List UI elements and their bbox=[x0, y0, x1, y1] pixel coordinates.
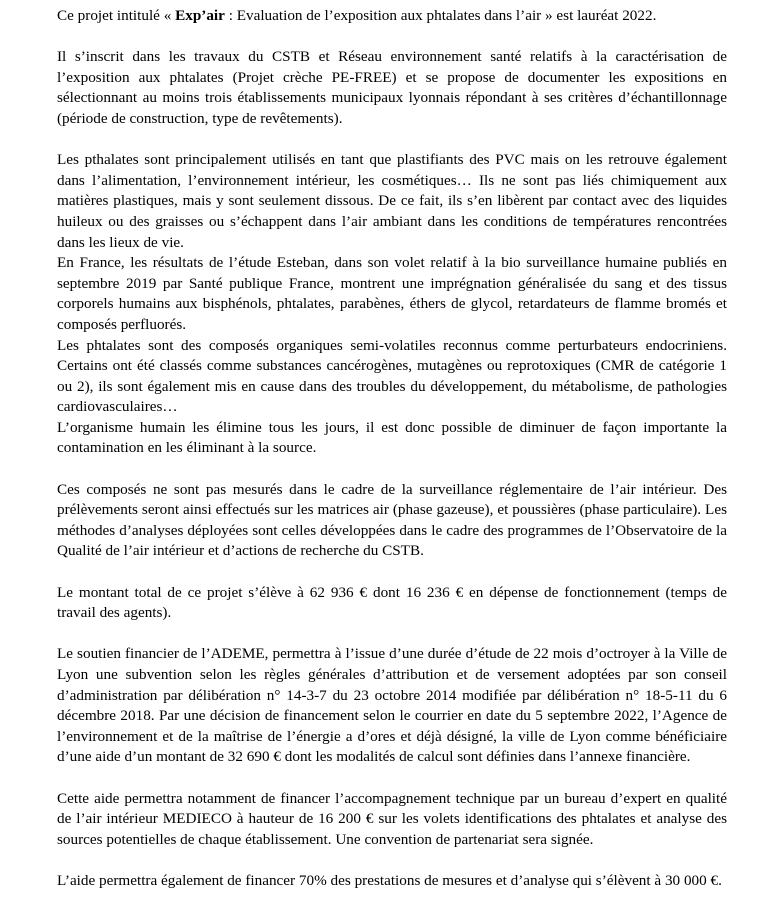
paragraph-endocrine-disruptors: Les phtalates sont des composés organiques semi-volatiles reconnus comme perturbateurs endocriniens. Certains ont été classés comme substances cancérogènes, mutagènes ou reprotoxiques (CMR de catégorie 1 ou 2), ils sont également mis en cause dans des troubles du développement, du métabolisme, de pathologies cardiovasculaires… bbox=[57, 336, 727, 416]
intro-paragraph bbox=[57, 6, 727, 27]
intro-text-before: Ce projet intitulé « bbox=[57, 7, 176, 24]
paragraph-measurement-funding: L’aide permettra également de financer 70% des prestations de mesures et d’analyse qui s’élèvent à 30 000 €. bbox=[57, 871, 722, 889]
paragraph-technical-support: Cette aide permettra notamment de financer l’accompagnement technique par un bureau d’expert en qualité de l’air intérieur MEDIECO à hauteur de 16 200 € sur les volets identifications des phtalates et analyse des sources potentielles de chaque établissement. Une convention de partenariat sera signée. bbox=[57, 789, 727, 848]
paragraph-total-cost: Le montant total de ce projet s’élève à 62 936 € dont 16 236 € en dépense de fonctionnement (temps de travail des agents). bbox=[57, 583, 727, 622]
paragraph-esteban-study: En France, les résultats de l’étude Esteban, dans son volet relatif à la bio surveillance humaine publiés en septembre 2019 par Santé publique France, montrent une imprégnation généralisée du sang et des tissus corporels humains aux bisphénols, phtalates, parabènes, éthers de glycol, retardateurs de flamme bromés et composés perfluorés. bbox=[57, 254, 727, 333]
paragraph-elimination: L’organisme humain les élimine tous les jours, il est donc possible de diminuer de façon importante la contamination en les éliminant à la source. bbox=[57, 418, 727, 457]
paragraph-measurements: Ces composés ne sont pas mesurés dans le cadre de la surveillance réglementaire de l’air intérieur. Des prélèvements seront ainsi effectués sur les matrices air (phase gazeuse), et poussières (phase particulaire). Les méthodes d’analyses déployées sont celles développées dans le cadre des programmes de l’Observatoire de la Qualité de l’air intérieur et d’actions de recherche du CSTB. bbox=[57, 480, 727, 560]
project-name: Exp’air bbox=[175, 7, 225, 24]
document-body bbox=[57, 6, 727, 892]
intro-text-after: : Evaluation de l’exposition aux phtalates dans l’air » est lauréat 2022. bbox=[224, 7, 657, 24]
paragraph-ademe-funding: Le soutien financier de l’ADEME, permettra à l’issue d’une durée d’étude de 22 mois d’octroyer à la Ville de Lyon une subvention selon les règles générales d’attribution et de versement adoptées par son conseil d’administration par délibération n° 14-3-7 du 23 octobre 2014 modifiée par délibération n° 18-5-11 du 6 décembre 2018. Par une décision de financement selon le courrier en date du 5 septembre 2022, l’Agence de l’environnement et de la maîtrise de l’énergie a d’ores et déjà désigné, la ville de Lyon comme bénéficiaire d’une aide d’un montant de 32 690 € dont les modalités de calcul sont définies dans l’annexe financière. bbox=[57, 645, 727, 766]
paragraph-context: Il s’inscrit dans les travaux du CSTB et Réseau environnement santé relatifs à la caractérisation de l’exposition aux phtalates (Projet crèche PE-FREE) et se propose de documenter les expositions en sélectionnant au moins trois établissements municipaux lyonnais répondant à ses critères d’échantillonnage (période de construction, type de revêtements). bbox=[57, 48, 727, 127]
paragraph-phthalates-usage: Les pthalates sont principalement utilisés en tant que plastifiants des PVC mais on les retrouve également dans l’alimentation, l’environnement intérieur, les cosmétiques… Ils ne sont pas liés chimiquement aux matières plastiques, mais y sont seulement dissous. De ce fait, ils s’en libèrent par contact avec des liquides huileux ou des graisses ou s’échappent dans l’air ambiant dans les conditions de températures rencontrées dans les lieux de vie. bbox=[57, 151, 727, 251]
